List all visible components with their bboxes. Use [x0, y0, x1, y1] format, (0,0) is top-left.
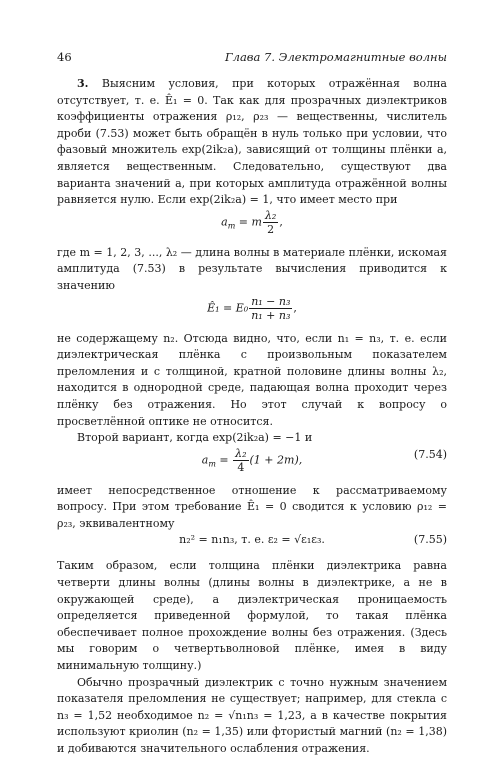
eq3-lhs: a	[201, 453, 209, 467]
paragraph-1-text: Выясним условия, при которых отражённая волна отсутствует, т. е. Ê₁ = 0. Так как для прозрачных диэлектриков коэффициенты отражения ρ₁₂, ρ₂₃ — вещественны, числитель дроби (7.53) может быть обращён в нуль только при условии, что фазовый множитель exp(2ik₂a), зависящий от толщины плёнки a, является вещественным. Следовательно, существуют два варианта значений a, при которых амплитуда отражённой волны равняется нулю. Если exp(2ik₂a) = 1, что имеет место при	[57, 77, 447, 207]
item-number: 3.	[77, 77, 89, 90]
eq3-tail: (1 + 2m),	[249, 453, 303, 467]
eq1-fraction	[263, 209, 278, 236]
eq1-denominator: 2	[267, 222, 275, 236]
paragraph-7: Обычно прозрачный диэлектрик с точно нужным значением показателя преломления не существует; например, для стекла с n₃ = 1,52 необходимое n₂ = √n₁n₃ = 1,23, а в качестве покрытия используют криолин (n₂ = 1,35) или фтористый магний (n₂ = 1,38) и добиваются значительного ослабления отражения.	[57, 675, 447, 755]
eq3-fraction	[233, 447, 248, 474]
eq4-body: n₂² = n₁n₃, т. е. ε₂ = √ε₁ε₃.	[179, 533, 325, 547]
eq2-fraction	[249, 295, 292, 322]
equation-7-55	[57, 532, 447, 558]
paragraph-6: Таким образом, если толщина плёнки диэлектрика равна четверти длины волны (длины волны в диэлектрике, а не в окружающей среде), а диэлектрическая проницаемость определяется приведенной формулой, то такая плёнка обеспечивает полное прохождение волны без отражения. (Здесь мы говорим о четвертьволновой плёнке, имея в виду минимальную толщину.)	[57, 559, 447, 673]
eq1-lhs-sub: m	[227, 221, 236, 231]
eq1-lhs: a	[221, 215, 228, 229]
paragraph-4: Второй вариант, когда exp(2ik₂a) = −1 и	[77, 431, 313, 445]
equation-am-half	[57, 209, 447, 245]
equation-number-7-54: (7.54)	[413, 447, 447, 461]
running-header	[57, 50, 447, 66]
eq2-tail: ,	[293, 301, 297, 315]
eq1-numerator: λ₂	[264, 208, 277, 222]
chapter-title: Глава 7. Электромагнитные волны	[225, 50, 447, 64]
equation-e1-amplitude	[57, 295, 447, 331]
page-body	[57, 76, 447, 758]
eq1-tail: ,	[279, 215, 283, 229]
eq2-numerator: n₁ − n₃	[251, 294, 291, 308]
eq2-lhs: Ê₁ = E₀	[207, 301, 249, 315]
paragraph-5: имеет непосредственное отношение к рассматриваемому вопросу. При этом требование Ê₁ = 0 сводится к условию ρ₁₂ = ρ₂₃, эквивалентному	[57, 483, 447, 530]
equation-number-7-55: (7.55)	[413, 533, 447, 547]
eq3-eq: =	[215, 453, 233, 467]
equation-7-54	[57, 447, 447, 483]
paragraph-1	[57, 76, 447, 209]
eq3-numerator: λ₂	[235, 446, 247, 460]
eq1-eq: = m	[235, 215, 262, 229]
page-number: 46	[57, 50, 72, 64]
eq2-denominator: n₁ + n₃	[251, 308, 291, 322]
eq3-denominator: 4	[237, 460, 245, 474]
paragraph-2: где m = 1, 2, 3, ..., λ₂ — длина волны в материале плёнки, искомая амплитуда (7.53) в результате вычисления приводится к значению	[57, 245, 447, 292]
eq3-lhs-sub: m	[208, 459, 216, 469]
paragraph-3: не содержащему n₂. Отсюда видно, что, если n₁ = n₃, т. е. если диэлектрическая плёнка с произвольным показателем преломления и с толщиной, кратной половине длины волны λ₂, находится в однородной среде, падающая волна проходит через плёнку без отражения. Но этот случай к вопросу о просветлённой оптике не относится.	[57, 331, 447, 428]
